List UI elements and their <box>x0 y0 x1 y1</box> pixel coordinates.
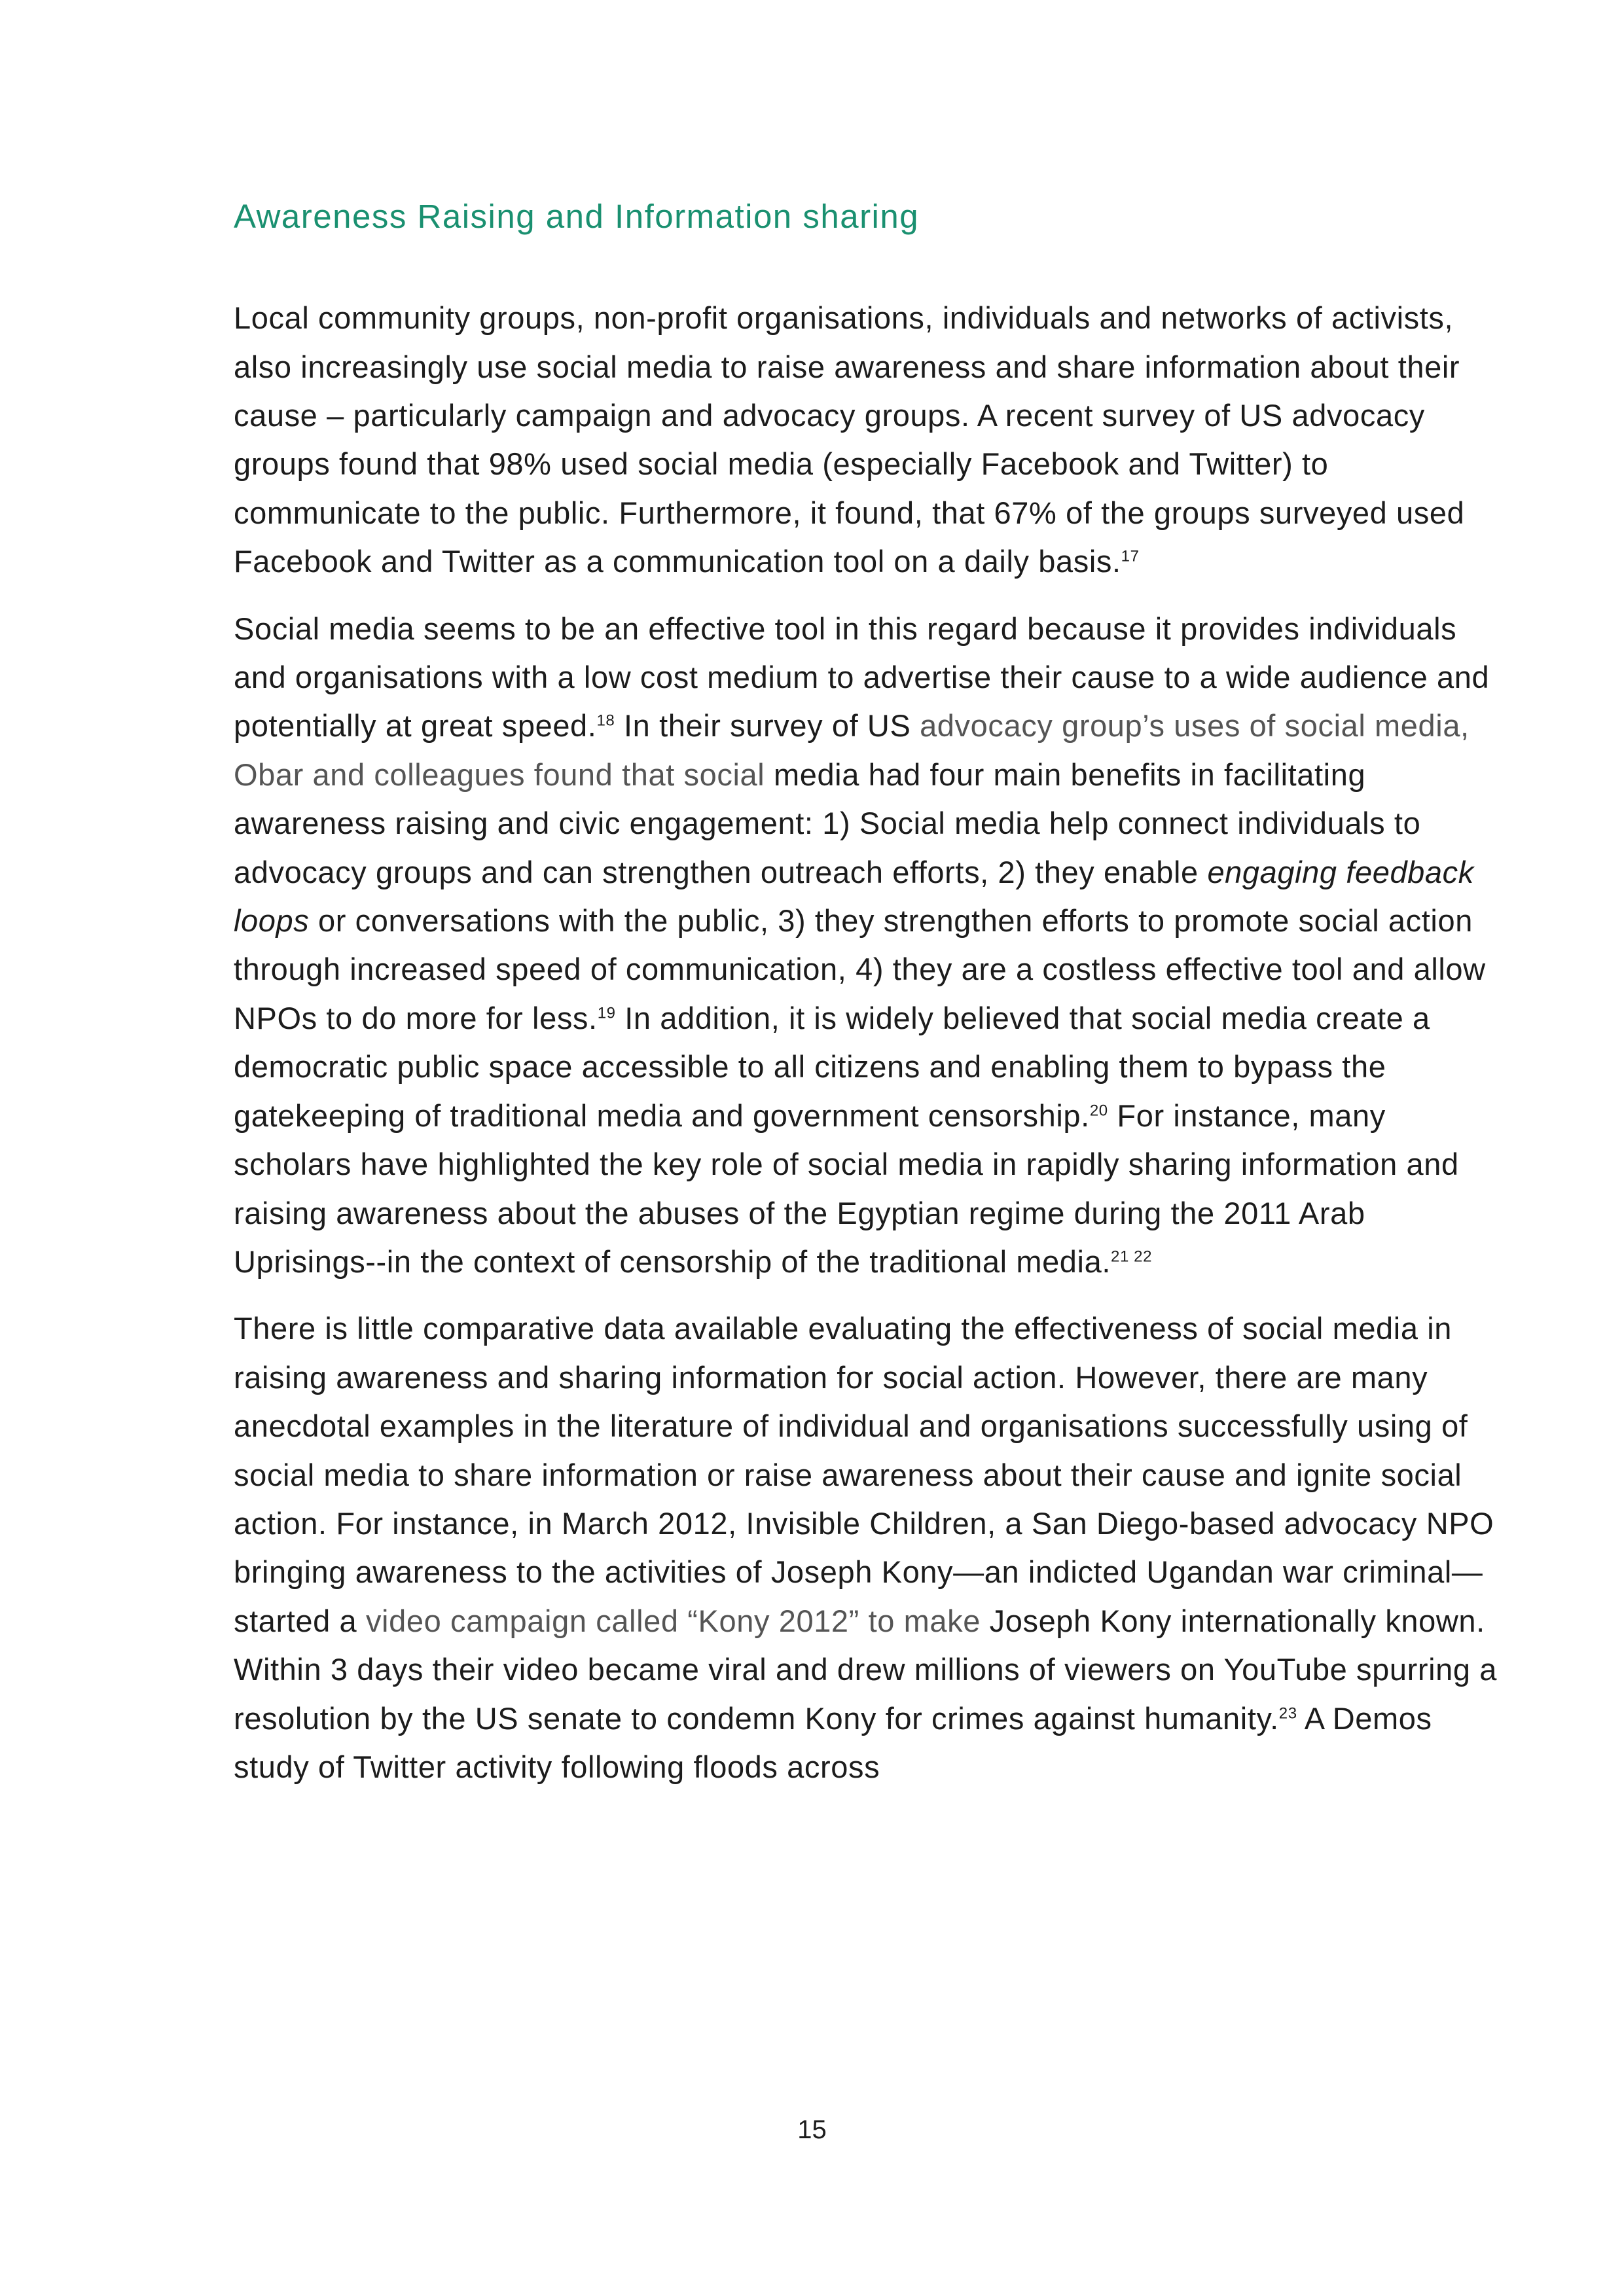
paragraph-2-emphasis: engaging feedback loops <box>234 854 1474 939</box>
paragraph-1-text: Local community groups, non-profit organisations, individuals and networks of activists, also increasingly use social media to raise awareness and share information about their cause – particularly campaign and advocacy groups. A recent survey of US advocacy groups found that 98% used social media (especially Facebook and Twitter) to communicate to the public. Furthermore, it found, that 67% of the groups surveyed used Facebook and Twitter as a communication tool on a daily basis. <box>234 300 1465 579</box>
page-number: 15 <box>797 2115 827 2144</box>
footnote-ref-18: 18 <box>596 711 615 730</box>
paragraph-3-part-b: video campaign called “Kony 2012” to make <box>365 1603 981 1638</box>
paragraph-3 <box>234 1304 1510 1791</box>
paragraph-2-part-b: In their survey of US <box>615 708 920 744</box>
paragraph-2-part-f: or conversations with the public, 3) they strengthen efforts to promote social action through increased speed of communication, 4) they are a costless effective tool and allow NPOs to do more for less. <box>234 903 1486 1035</box>
footnote-ref-21-22: 21 22 <box>1111 1247 1153 1266</box>
section-heading: Awareness Raising and Information sharing <box>234 198 920 235</box>
paragraph-2 <box>234 605 1510 1287</box>
footnote-ref-19: 19 <box>597 1004 616 1022</box>
paragraph-2-part-c: advocacy group’s uses of social media, Obar and colleagues found that social <box>234 708 1470 792</box>
paragraph-3-part-d: A Demos study of Twitter activity following floods across <box>234 1700 1432 1784</box>
footnote-ref-17: 17 <box>1121 547 1140 565</box>
paragraph-2-part-d: media had four main benefits in facilitating awareness raising and civic engagement: 1) Social media help connect individuals to advocacy groups and can strengthen outreach efforts, 2) they enable <box>234 757 1421 889</box>
paragraph-2-part-a: Social media seems to be an effective tool in this regard because it provides individuals and organisations with a low cost medium to advertise their cause to a wide audience and potentially at great speed. <box>234 611 1490 744</box>
paragraph-3-part-a: There is little comparative data available evaluating the effectiveness of social media in raising awareness and sharing information for social action. However, there are many anecdotal examples in the literature of individual and organisations successfully using of social media to share information or raise awareness about their cause and ignite social action. For instance, in March 2012, Invisible Children, a San Diego-based advocacy NPO bringing awareness to the activities of Joseph Kony—an indicted Ugandan war criminal—started a <box>234 1311 1494 1638</box>
page-content <box>234 196 1510 1810</box>
paragraph-3-part-c: Joseph Kony internationally known. Within 3 days their video became viral and drew millions of viewers on YouTube spurring a resolution by the US senate to condemn Kony for crimes against humanity. <box>234 1603 1498 1736</box>
footnote-ref-20: 20 <box>1089 1102 1108 1120</box>
footnote-ref-23: 23 <box>1278 1704 1297 1722</box>
paragraph-2-part-h: For instance, many scholars have highlighted the key role of social media in rapidly sharing information and raising awareness about the abuses of the Egyptian regime during the 2011 Arab Uprisings--in the context of censorship of the traditional media. <box>234 1098 1459 1279</box>
paragraph-1 <box>234 294 1510 586</box>
paragraph-2-part-g: In addition, it is widely believed that social media create a democratic public space accessible to all citizens and enabling them to bypass the gatekeeping of traditional media and government censorship. <box>234 1000 1430 1133</box>
